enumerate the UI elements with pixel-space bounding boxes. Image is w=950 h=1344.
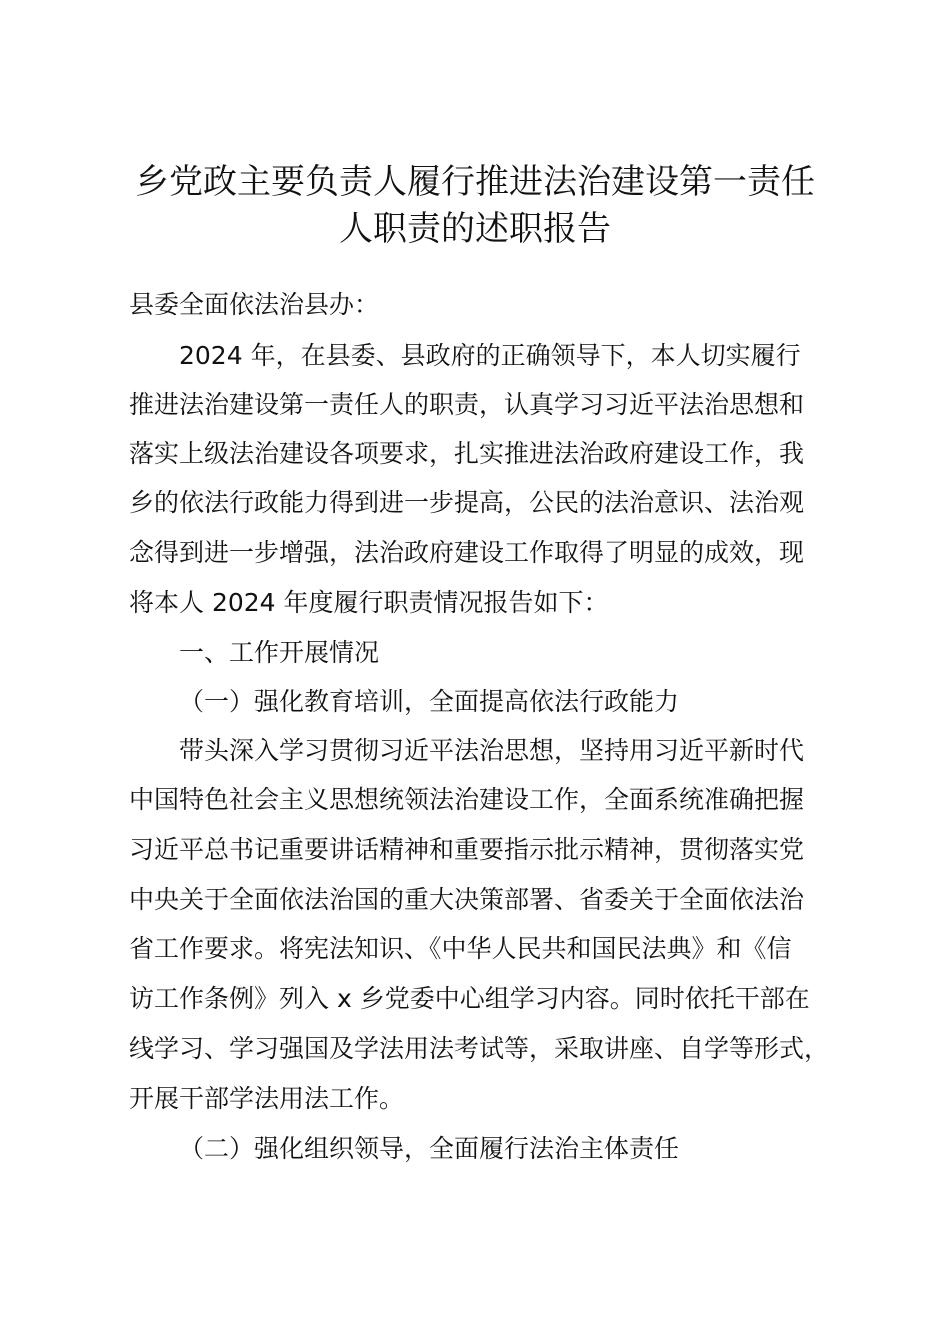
sub1-line-2: 中国特色社会主义思想统领法治建设工作，全面系统准确把握 [129, 785, 805, 814]
sub1-line-3: 习近平总书记重要讲话精神和重要指示批示精神，贯彻落实党 [129, 835, 805, 864]
salutation: 县委全面依法治县办： [129, 290, 380, 319]
intro-line-3: 落实上级法治建设各项要求，扎实推进法治政府建设工作，我 [129, 439, 805, 468]
subsection-heading-1: （一）强化教育培训，全面提高依法行政能力 [179, 687, 680, 716]
intro-line-6: 将本人 2024 年度履行职责情况报告如下： [129, 588, 609, 617]
intro-line-1: 2024 年，在县委、县政府的正确领导下，本人切实履行 [179, 341, 801, 370]
sub1-line-4: 中央关于全面依法治国的重大决策部署、省委关于全面依法治 [129, 885, 805, 914]
title-line-2: 人职责的述职报告 [339, 209, 611, 249]
sub1-line-7: 线学习、学习强国及学法用法考试等，采取讲座、自学等形式， [129, 1034, 830, 1063]
intro-line-2: 推进法治建设第一责任人的职责，认真学习习近平法治思想和 [129, 390, 805, 419]
sub1-line-1: 带头深入学习贯彻习近平法治思想，坚持用习近平新时代 [179, 736, 805, 765]
sub1-line-5: 省工作要求。将宪法知识、《中华人民共和国民法典》和《信 [129, 934, 792, 963]
sub1-line-6: 访工作条例》列入 x 乡党委中心组学习内容。同时依托干部在 [129, 984, 810, 1013]
sub1-line-8: 开展干部学法用法工作。 [129, 1084, 405, 1113]
section-heading-1: 一、工作开展情况 [179, 638, 380, 667]
intro-line-5: 念得到进一步增强，法治政府建设工作取得了明显的成效，现 [129, 538, 805, 567]
title-line-1: 乡党政主要负责人履行推进法治建设第一责任 [135, 162, 815, 202]
intro-line-4: 乡的依法行政能力得到进一步提高，公民的法治意识、法治观 [129, 488, 805, 517]
subsection-heading-2: （二）强化组织领导，全面履行法治主体责任 [179, 1134, 680, 1163]
